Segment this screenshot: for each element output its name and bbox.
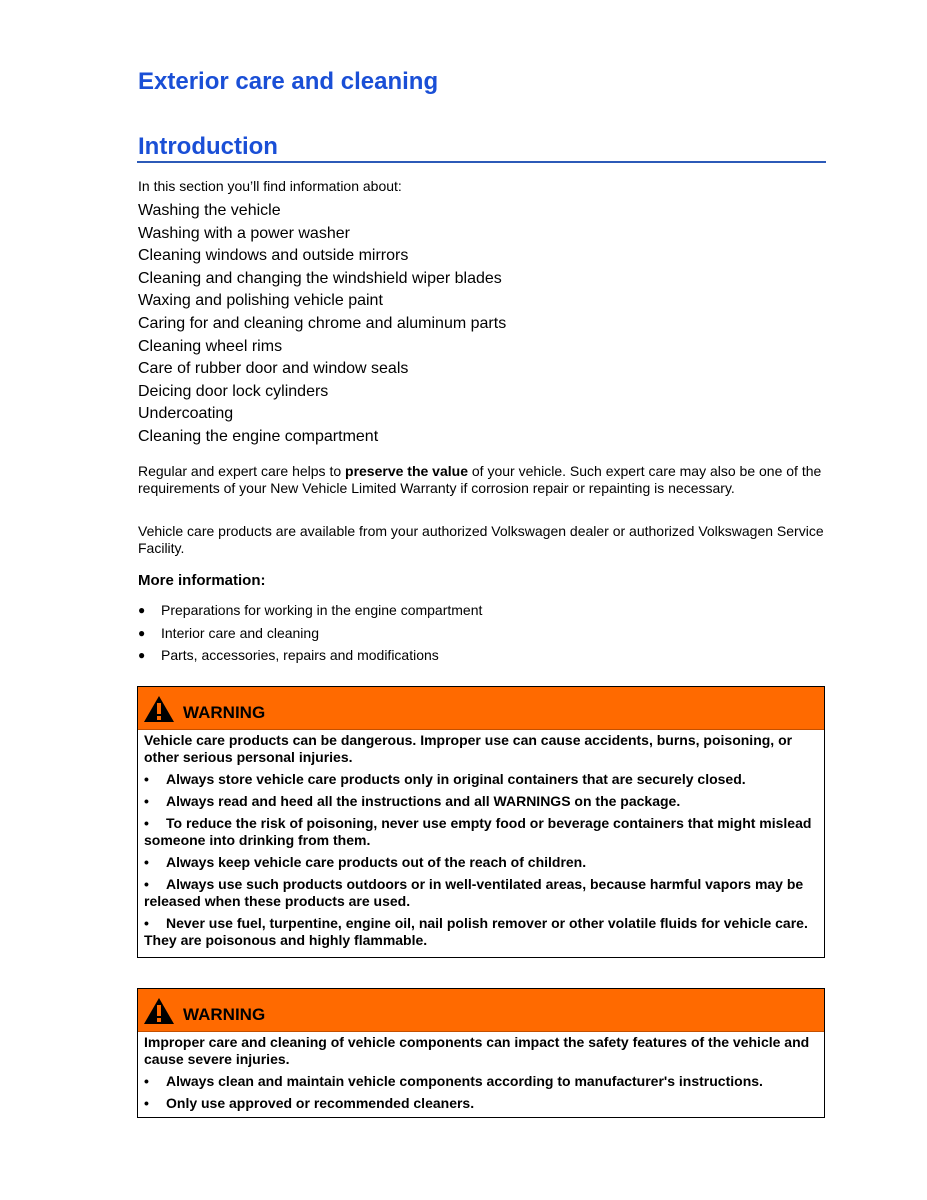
warning-triangle-icon — [143, 695, 175, 723]
warning-bullet-text: Always keep vehicle care products out of the reach of children. — [166, 854, 587, 870]
section-divider — [137, 161, 826, 163]
more-info-list — [138, 599, 482, 667]
care-paragraph — [138, 463, 826, 497]
warning-bullet — [144, 815, 818, 849]
topic-item: Deicing door lock cylinders — [138, 382, 329, 400]
warning-bullet-text: Never use fuel, turpentine, engine oil, nail polish remover or other volatile fluids for vehicle care. They are poisonous and highly flammable. — [144, 915, 808, 948]
more-info-link[interactable]: Preparations for working in the engine compartment — [161, 602, 483, 618]
topic-item: Waxing and polishing vehicle paint — [138, 292, 383, 310]
warning-intro: Improper care and cleaning of vehicle components can impact the safety features of the vehicle and cause severe injuries. — [144, 1034, 810, 1067]
topic-item: Cleaning wheel rims — [138, 337, 283, 355]
warning-bullet-text: Only use approved or recommended cleaners. — [166, 1095, 475, 1111]
warning-bullet — [144, 915, 818, 949]
topic-item: Cleaning and changing the windshield wiper blades — [138, 269, 502, 287]
warning-bullet-text: To reduce the risk of poisoning, never use empty food or beverage containers that might mislead someone into drinking from them. — [144, 815, 812, 848]
more-info-item[interactable] — [138, 644, 482, 667]
topic-item: Cleaning the engine compartment — [138, 427, 379, 445]
more-info-item[interactable] — [138, 622, 482, 645]
warning-bullet — [144, 771, 818, 788]
warning-bullet — [144, 1073, 818, 1090]
warning-title: WARNING — [183, 703, 266, 722]
bullet-dot-icon: • — [144, 876, 149, 892]
warning-bullet-text: Always clean and maintain vehicle components according to manufacturer's instructions. — [166, 1073, 763, 1089]
more-info-link[interactable]: Parts, accessories, repairs and modifications — [161, 647, 439, 663]
warning-box — [137, 988, 825, 1118]
warning-header — [138, 989, 824, 1032]
topics-list — [138, 200, 506, 449]
topic-item: Caring for and cleaning chrome and aluminum parts — [138, 314, 507, 332]
bullet-dot-icon: ● — [138, 648, 146, 662]
topic-item: Care of rubber door and window seals — [138, 360, 409, 378]
topic-item: Washing the vehicle — [138, 202, 281, 219]
topic-item: Undercoating — [138, 405, 234, 423]
warning-bullet-text: Always use such products outdoors or in well-ventilated areas, because harmful vapors may be released when these products are used. — [144, 876, 804, 909]
bullet-dot-icon: • — [144, 793, 149, 809]
bullet-dot-icon: ● — [138, 603, 146, 617]
warning-title: WARNING — [183, 1005, 266, 1024]
bullet-dot-icon: ● — [138, 625, 146, 640]
more-info-heading: More information: — [138, 572, 266, 589]
bullet-dot-icon: • — [144, 1095, 149, 1111]
intro-text: In this section you’ll find information about: — [138, 178, 402, 194]
topic-item: Cleaning windows and outside mirrors — [138, 247, 409, 265]
warning-bullet — [144, 1095, 818, 1112]
bullet-dot-icon: • — [144, 915, 149, 931]
bullet-dot-icon: • — [144, 771, 149, 787]
bullet-dot-icon: • — [144, 854, 149, 870]
warning-body — [138, 1032, 824, 1112]
warning-triangle-icon — [143, 997, 175, 1025]
care-paragraph-start: Regular and expert care helps to — [138, 463, 346, 479]
care-paragraph-emphasis: preserve the value — [345, 463, 468, 479]
warning-intro: Vehicle care products can be dangerous. Improper use can cause accidents, burns, poisoning, or other serious personal injuries. — [144, 732, 793, 765]
warning-bullet — [144, 793, 818, 810]
warning-box — [137, 686, 825, 958]
topic-item: Washing with a power washer — [138, 224, 350, 242]
warning-bullet-text: Always store vehicle care products only in original containers that are securely closed. — [166, 771, 746, 787]
warning-bullet — [144, 854, 818, 871]
bullet-dot-icon: • — [144, 815, 149, 831]
warning-bullet — [144, 876, 818, 910]
section-title: Introduction — [138, 133, 278, 160]
warning-bullet-text: Always read and heed all the instructions and all WARNINGS on the package. — [166, 793, 681, 809]
warning-header — [138, 687, 824, 730]
bullet-dot-icon: • — [144, 1073, 149, 1089]
more-info-link[interactable]: Interior care and cleaning — [161, 624, 319, 641]
chapter-title: Exterior care and cleaning — [138, 68, 439, 95]
warning-body — [138, 730, 824, 949]
care-paragraph-end: of your vehicle. Such expert care may also be one of the requirements of your New Vehicle Limited Warranty if corrosion repair or repainting is necessary. — [138, 463, 822, 496]
more-info-item[interactable] — [138, 599, 482, 622]
products-paragraph: Vehicle care products are available from your authorized Volkswagen dealer or authorized Volkswagen Service Facility. — [138, 523, 824, 556]
